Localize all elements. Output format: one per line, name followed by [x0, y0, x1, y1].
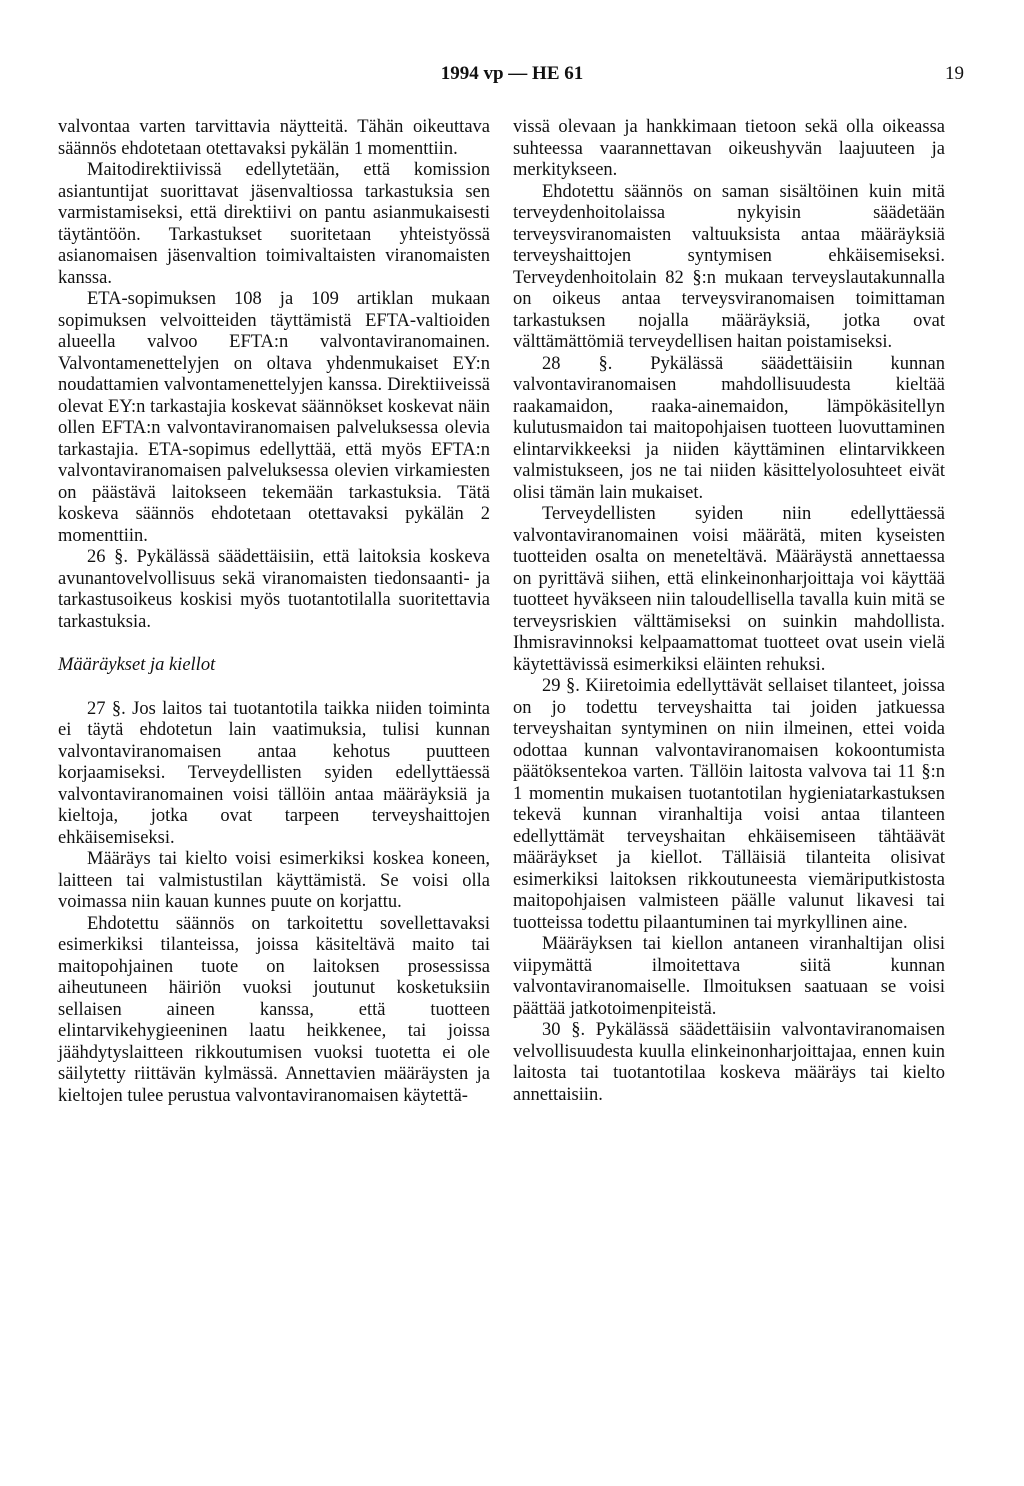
paragraph: Määräys tai kielto voisi esimerkiksi koskea koneen, laitteen tai valmistustilan käyttämistä. Se voisi olla voimassa niin kauan kunnes puute on korjattu.	[58, 849, 490, 912]
page-number: 19	[945, 63, 964, 84]
paragraph: Määräyksen tai kiellon antaneen viranhaltijan olisi viipymättä ilmoitettava siitä kunnan valvontaviranomaiselle. Ilmoituksen saatuaan se voisi päättää jatkotoimenpiteistä.	[513, 934, 945, 1019]
paragraph: Ehdotettu säännös on tarkoitettu sovellettavaksi esimerkiksi tilanteissa, joissa käsiteltävä maito tai maitopohjainen tuote on laitoksen prosessissa aiheutuneen häiriön vuoksi joutunut kosketuksiin sellaisen aineen kanssa, että tuotteen elintarvikehygieeninen laatu heikkenee, tai joissa jäähdytyslaitteen rikkoutumisen vuoksi tuotetta ei ole säilytetty riittävän kylmässä. Annettavien määräysten ja kieltojen tulee perustua valvontaviranomaisen käytettä-	[58, 913, 490, 1106]
paragraph: Ehdotettu säännös on saman sisältöinen kuin mitä terveydenhoitolaissa nykyisin säädetään terveysviranomaisten valtuuksista antaa määräyksiä terveyshaittojen syntymisen ehkäisemiseksi. Terveydenhoitolain 82 §:n mukaan terveyslautakunnalla on oikeus antaa terveysviranomaisen toimittaman tarkastuksen nojalla määräyksiä, jotka ovat välttämättömiä terveydellisen haitan poistamiseksi.	[513, 181, 945, 352]
paragraph: 29 §. Kiiretoimia edellyttävät sellaiset tilanteet, joissa on jo todettu terveyshaitta tai joiden jatkuessa terveyshaitan syntyminen on niin ilmeinen, ettei voida odottaa kunnan valvontaviranomaisen kokoontumista päätöksentekoa varten. Tällöin laitosta valvova tai 11 §:n 1 momentin mukaisen tuotantotilan hygieniatarkastuksen tekevä kunnan viranhaltija voisi antaa tilanteen edellyttämät terveyshaitan ehkäisemiseen tähtäävät määräykset ja kiellot. Tälläisiä tilanteita olisivat esimerkiksi laitoksen rikkoutuneesta viemäriputkistosta maitopohjaisen valmisteen päälle valunut likavesi tai tuotteissa todettu pilaantuminen tai myrkyllinen aine.	[513, 676, 945, 933]
page-header	[0, 63, 1024, 89]
paragraph: vissä olevaan ja hankkimaan tietoon sekä olla oikeassa suhteessa vaarannettavan oikeushyvän laajuuteen ja merkitykseen.	[513, 117, 945, 180]
left-column	[58, 117, 490, 1107]
right-column	[513, 117, 945, 1106]
section-heading: Määräykset ja kiellot	[58, 655, 216, 675]
paragraph: Maitodirektiivissä edellytetään, että komission asiantuntijat suorittavat jäsenvaltiossa tarkastuksia sen varmistamiseksi, että direktiivi on pantu asianmukaisesti täytäntöön. Tarkastukset suoritetaan yhteistyössä asianomaisen jäsenvaltion toimivaltaisten viranomaisten kanssa.	[58, 160, 490, 288]
paragraph: 26 §. Pykälässä säädettäisiin, että laitoksia koskeva avunantovelvollisuus sekä viranomaisten tiedonsaanti- ja tarkastusoikeus koskisi myös tuotantotilalla suoritettavia tarkastuksia.	[58, 547, 490, 632]
paragraph: 27 §. Jos laitos tai tuotantotila taikka niiden toiminta ei täytä ehdotetun lain vaatimuksia, tulisi kunnan valvontaviranomaisen antaa kehotus puutteen korjaamiseksi. Terveydellisten syiden edellyttäessä valvontaviranomainen voisi tällöin antaa määräyksiä ja kieltoja, jotka ovat tarpeen terveyshaittojen ehkäisemiseksi.	[58, 698, 490, 848]
paragraph: ETA-sopimuksen 108 ja 109 artiklan mukaan sopimuksen velvoitteiden täyttämistä EFTA-valtioiden alueella valvoo EFTA:n valvontaviranomainen. Valvontamenettelyjen on oltava yhdenmukaiset EY:n noudattamien valvontamenettelyjen kanssa. Direktiiveissä olevat EY:n tarkastajia koskevat säännökset koskevat näin ollen EFTA:n valvontaviranomaisen palveluksessa olevia tarkastajia. ETA-sopimus edellyttää, että myös EFTA:n valvontaviranomaisen palveluksessa olevien virkamiesten on päästävä laitokseen tekemään tarkastuksia. Tätä koskeva säännös ehdotetaan otettavaksi pykälän 2 momenttiin.	[58, 289, 490, 546]
paragraph: valvontaa varten tarvittavia näytteitä. Tähän oikeuttava säännös ehdotetaan otettavaksi pykälän 1 momenttiin.	[58, 117, 490, 159]
running-head: 1994 vp — HE 61	[440, 63, 584, 84]
paragraph: Terveydellisten syiden niin edellyttäessä valvontaviranomainen voisi määrätä, miten kyseisten tuotteiden osalta on meneteltävä. Määräystä annettaessa on pyrittävä siihen, että elinkeinonharjoittaja voi käyttää tuotteet hyväkseen niin taloudellisella tavalla kuin mitä se terveysriskien välttämiseksi on suinkin mahdollista. Ihmisravinnoksi kelpaamattomat tuotteet ovat usein vielä käytettävissä esimerkiksi eläinten rehuksi.	[513, 504, 945, 675]
paragraph: 30 §. Pykälässä säädettäisiin valvontaviranomaisen velvollisuudesta kuulla elinkeinonharjoittajaa, ennen kuin laitosta tai tuotantotilaa koskeva määräys tai kielto annettaisiin.	[513, 1020, 945, 1105]
paragraph: 28 §. Pykälässä säädettäisiin kunnan valvontaviranomaisen mahdollisuudesta kieltää raakamaidon, raaka-ainemaidon, lämpökäsitellyn kulutusmaidon tai maitopohjaisen tuotteen luovuttaminen elintarvikkeeksi ja niiden käyttäminen elintarvikkeen valmistukseen, jos ne tai niiden käsittelyolosuhteet eivät olisi tämän lain mukaiset.	[513, 353, 945, 503]
